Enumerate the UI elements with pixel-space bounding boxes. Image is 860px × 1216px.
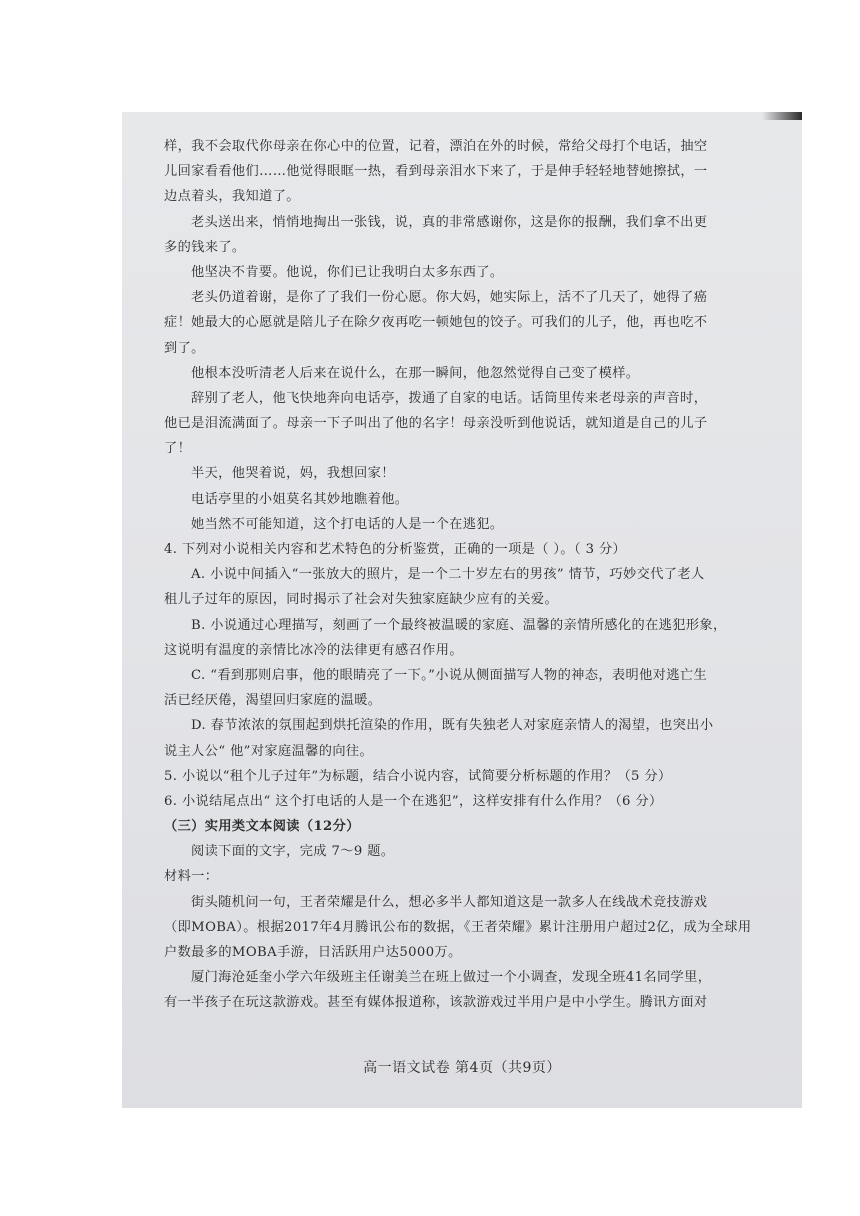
text-line: 辞别了老人，他飞快地奔向电话亭，拨通了自家的电话。话筒里传来老母亲的声音时， [191,390,708,406]
page-footer: 高一语文试卷 第4页（共9页） [363,1060,561,1076]
text-line: 他已是泪流满面了。母亲一下子叫出了他的名字！母亲没听到他说话，就知道是自己的儿子 [164,416,708,432]
page-body [164,134,764,1016]
text-line: 边点着头，我知道了。 [164,189,300,205]
text-line: 街头随机问一句，王者荣耀是什么，想必多半人都知道这是一款多人在线战术竞技游戏 [191,894,708,910]
text-line: D. 春节浓浓的氛围起到烘托渲染的作用，既有失独老人对家庭亲情人的渴望，也突出小 [191,718,714,734]
page-corner-shadow [762,112,802,120]
text-line: 电话亭里的小姐莫名其妙地瞧着他。 [191,491,409,507]
text-line: 她当然不可能知道，这个打电话的人是一个在逃犯。 [191,516,504,532]
text-line: 他根本没听清老人后来在说什么，在那一瞬间，他忽然觉得自己变了模样。 [191,365,640,381]
text-line: 说主人公“ 他”对家庭温馨的向往。 [164,743,374,759]
text-line: 厦门海沧延奎小学六年级班主任谢美兰在班上做过一个小调查，发现全班41名同学里， [191,970,712,986]
text-line: 有一半孩子在玩这款游戏。甚至有媒体报道称，该款游戏过半用户是中小学生。腾讯方面对 [164,995,708,1011]
text-line: （即MOBA）。根据2017年4月腾讯公布的数据，《王者荣耀》累计注册用户超过2亿，成为全球用 [164,919,752,935]
text-line: 租儿子过年的原因，同时揭示了社会对失独家庭缺少应有的关爱。 [164,592,559,608]
scanned-page [122,112,802,1108]
text-line: 这说明有温度的亲情比冰冷的法律更有感召作用。 [164,642,463,658]
text-line: 老头仍道着谢，是你了了我们一份心愿。你大妈，她实际上，活不了几天了，她得了癌 [191,290,708,306]
text-line: 活已经厌倦，渴望回归家庭的温暖。 [164,693,382,709]
text-line: 阅读下面的文字，完成 7～9 题。 [191,844,395,860]
text-line: 材料一： [164,869,219,885]
text-line: 他坚决不肯要。他说，你们已让我明白太多东西了。 [191,264,504,280]
text-line: 到了。 [164,340,205,356]
text-line: 老头送出来，悄悄地掏出一张钱，说，真的非常感谢你，这是你的报酬，我们拿不出更 [191,214,708,230]
text-line: 5. 小说以“租个儿子过年”为标题，结合小说内容，试简要分析标题的作用？（5 分） [164,768,672,784]
text-line: B. 小说通过心理描写，刻画了一个最终被温暖的家庭、温馨的亲情所感化的在逃犯形象， [191,617,727,633]
text-line: 样，我不会取代你母亲在你心中的位置，记着，漂泊在外的时候，常给父母打个电话，抽空 [164,139,708,154]
text-line: 症！她最大的心愿就是陪儿子在除夕夜再吃一顿她包的饺子。可我们的儿子，他，再也吃不 [164,315,708,331]
text-line: 多的钱来了。 [164,239,246,255]
text-line: 4. 下列对小说相关内容和艺术特色的分析鉴赏，正确的一项是（ ）。（ 3 分） [164,542,627,557]
section-heading: （三）实用类文本阅读（12分） [164,819,360,835]
text-line: 了！ [164,441,192,457]
text-line: 6. 小说结尾点出“ 这个打电话的人是一个在逃犯”，这样安排有什么作用？（6 分） [164,793,663,809]
text-line: 户数最多的MOBA手游，日活跃用户达5000万。 [164,945,462,960]
text-line: C. “看到那则启事，他的眼睛亮了一下。”小说从侧面描写人物的神态，表明他对逃亡生 [191,667,708,683]
text-line: 儿回家看看他们……他觉得眼眶一热，看到母亲泪水下来了，于是伸手轻轻地替她擦拭，一 [164,164,708,180]
text-line: 半天，他哭着说，妈，我想回家！ [191,466,395,482]
text-line: A. 小说中间插入“一张放大的照片，是一个二十岁左右的男孩” 情节，巧妙交代了老人 [191,567,705,583]
